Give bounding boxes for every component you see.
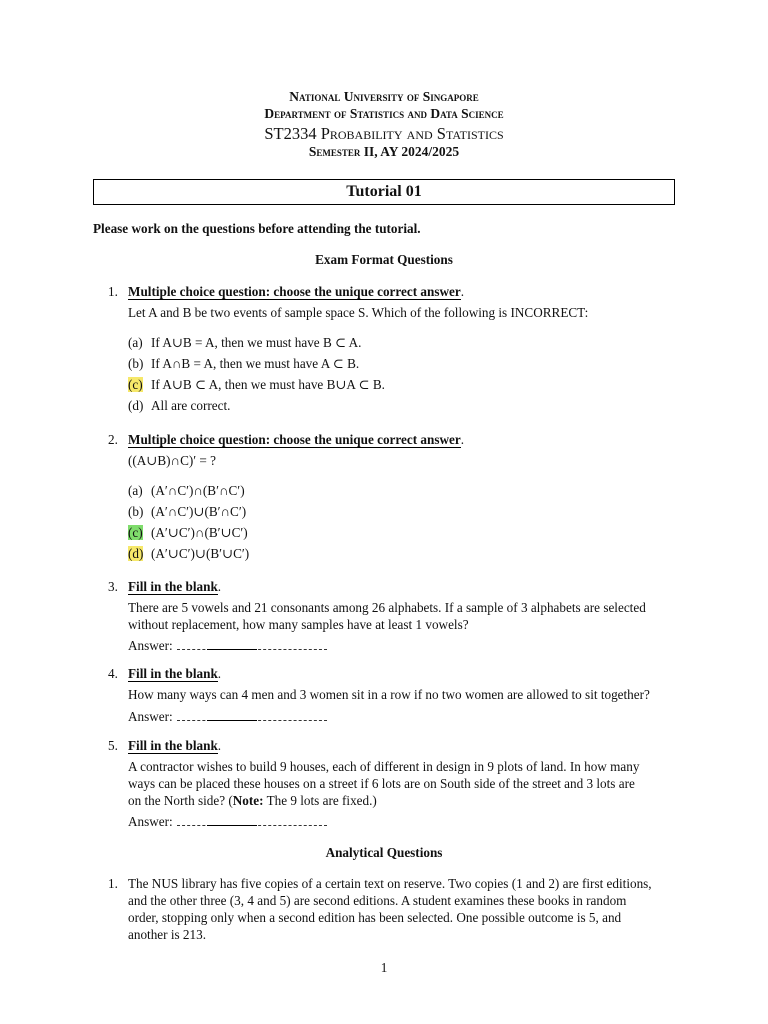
question-number: 1.	[108, 284, 118, 299]
option-a: (a) If A∪B = A, then we must have B ⊂ A.	[128, 335, 362, 350]
university-name: National University of Singapore	[289, 89, 479, 104]
question-title: Fill in the blank	[128, 579, 218, 594]
question-text: There are 5 vowels and 21 consonants among 26 alphabets. If a sample of 3 alphabets are selected	[128, 600, 646, 615]
highlight-green: (c)	[128, 525, 143, 540]
highlight-yellow: (c)	[128, 377, 143, 392]
question-text: A contractor wishes to build 9 houses, each of different in design in 9 plots of land. In how many	[128, 759, 640, 774]
question-text: without replacement, how many samples have at least 1 vowels?	[128, 617, 469, 632]
answer-line: Answer:	[128, 813, 327, 830]
department-name: Department of Statistics and Data Science	[264, 106, 504, 121]
answer-blank[interactable]	[177, 639, 327, 650]
question-title: Fill in the blank	[128, 738, 218, 753]
answer-line: Answer:	[128, 637, 327, 654]
question-title: Multiple choice question: choose the unique correct answer	[128, 432, 461, 447]
intro-text: Please work on the questions before attending the tutorial.	[93, 221, 421, 236]
option-a: (a) (A′∩C′)∩(B′∩C′)	[128, 483, 245, 498]
question-text: order, stopping only when a second edition has been selected. One possible outcome is 5, and	[128, 910, 622, 925]
question-text: another is 213.	[128, 927, 207, 942]
document-page: National University of Singapore Department of Statistics and Data Science ST2334 Probability and Statistics Semester II, AY 2024/2025 Tutorial 01 Please work on the questions before attending the tutorial. Exam Format Questions 1. Multiple choice question: choose the unique correct answer. Let A and B be two events of sample space S. Which of the following is INCORRECT: (a) If A∪B = A, then we must have B ⊂ A. (b) If A∩B = A, then we must have A ⊂ B. (c) If A∪B ⊂ A, then we must have B∪A ⊂ B. (d) All are correct. 2. Multiple choice question: choose the unique correct answer. ((A∪B)∩C)′ = ? (a) (A′∩C′)∩(B′∩C′) (b) (A′∩C′)∪(B′∩C′) (c) (A′∪C′)∩(B′∪C′) (d) (A′∪C′)∪(B′∪C′) 3. Fill in the blank. There are 5 vowels and 21 consonants among 26 alphabets. If a sample of 3 alphabets are selected without replacement, how many samples have at least 1 vowels? Answer: 4. Fill in the blank. How many ways can 4 men and 3 women sit in a row if no two women are allowed to sit together? Answer: 5. Fill in the blank. A contractor wishes to build 9 houses, each of different in design in 9 plots of land. In how many ways can be placed these houses on a street if 6 lots are on South side of the street and 3 lots are on the North side? (Note: The 9 lots are fixed.) Answer: Analytical Questions 1. The NUS library has five copies of a certain text on reserve. Two copies (1 and 2) are first editions, and the other three (3, 4 and 5) are second editions. A student examines these books in random order, stopping only when a second edition has been selected. One possible outcome is 5, and another is 213. 1	[93, 0, 675, 1024]
question-prompt: Let A and B be two events of sample space S. Which of the following is INCORRECT:	[128, 305, 589, 320]
question-number: 4.	[108, 666, 118, 681]
highlight-yellow: (d)	[128, 546, 144, 561]
option-b: (b) If A∩B = A, then we must have A ⊂ B.	[128, 356, 360, 371]
question-title: Multiple choice question: choose the unique correct answer	[128, 284, 461, 299]
answer-blank[interactable]	[177, 710, 327, 721]
option-c: (c) If A∪B ⊂ A, then we must have B∪A ⊂ B.	[128, 377, 385, 392]
tutorial-title: Tutorial 01	[93, 179, 675, 205]
section-analytical: Analytical Questions	[325, 845, 443, 860]
answer-line: Answer:	[128, 708, 327, 725]
question-number: 3.	[108, 579, 118, 594]
question-prompt: ((A∪B)∩C)′ = ?	[128, 453, 217, 468]
course-title: ST2334 Probability and Statistics	[264, 124, 504, 143]
option-d: (d) All are correct.	[128, 398, 231, 413]
question-text: The NUS library has five copies of a certain text on reserve. Two copies (1 and 2) are first editions,	[128, 876, 652, 891]
question-number: 1.	[108, 876, 118, 891]
option-c: (c) (A′∪C′)∩(B′∪C′)	[128, 525, 248, 540]
page-number: 1	[380, 960, 388, 975]
question-text: and the other three (3, 4 and 5) are second editions. A student examines these books in random	[128, 893, 627, 908]
answer-blank[interactable]	[177, 815, 327, 826]
option-d: (d) (A′∪C′)∪(B′∪C′)	[128, 546, 250, 561]
question-text: on the North side? (Note: The 9 lots are fixed.)	[128, 793, 377, 808]
section-exam-format: Exam Format Questions	[315, 252, 453, 267]
semester-label: Semester II, AY 2024/2025	[308, 144, 460, 159]
option-b: (b) (A′∩C′)∪(B′∩C′)	[128, 504, 247, 519]
question-number: 5.	[108, 738, 118, 753]
question-title: Fill in the blank	[128, 666, 218, 681]
question-text: ways can be placed these houses on a street if 6 lots are on South side of the street and 3 lots are	[128, 776, 635, 791]
question-text: How many ways can 4 men and 3 women sit in a row if no two women are allowed to sit together?	[128, 687, 650, 702]
question-number: 2.	[108, 432, 118, 447]
